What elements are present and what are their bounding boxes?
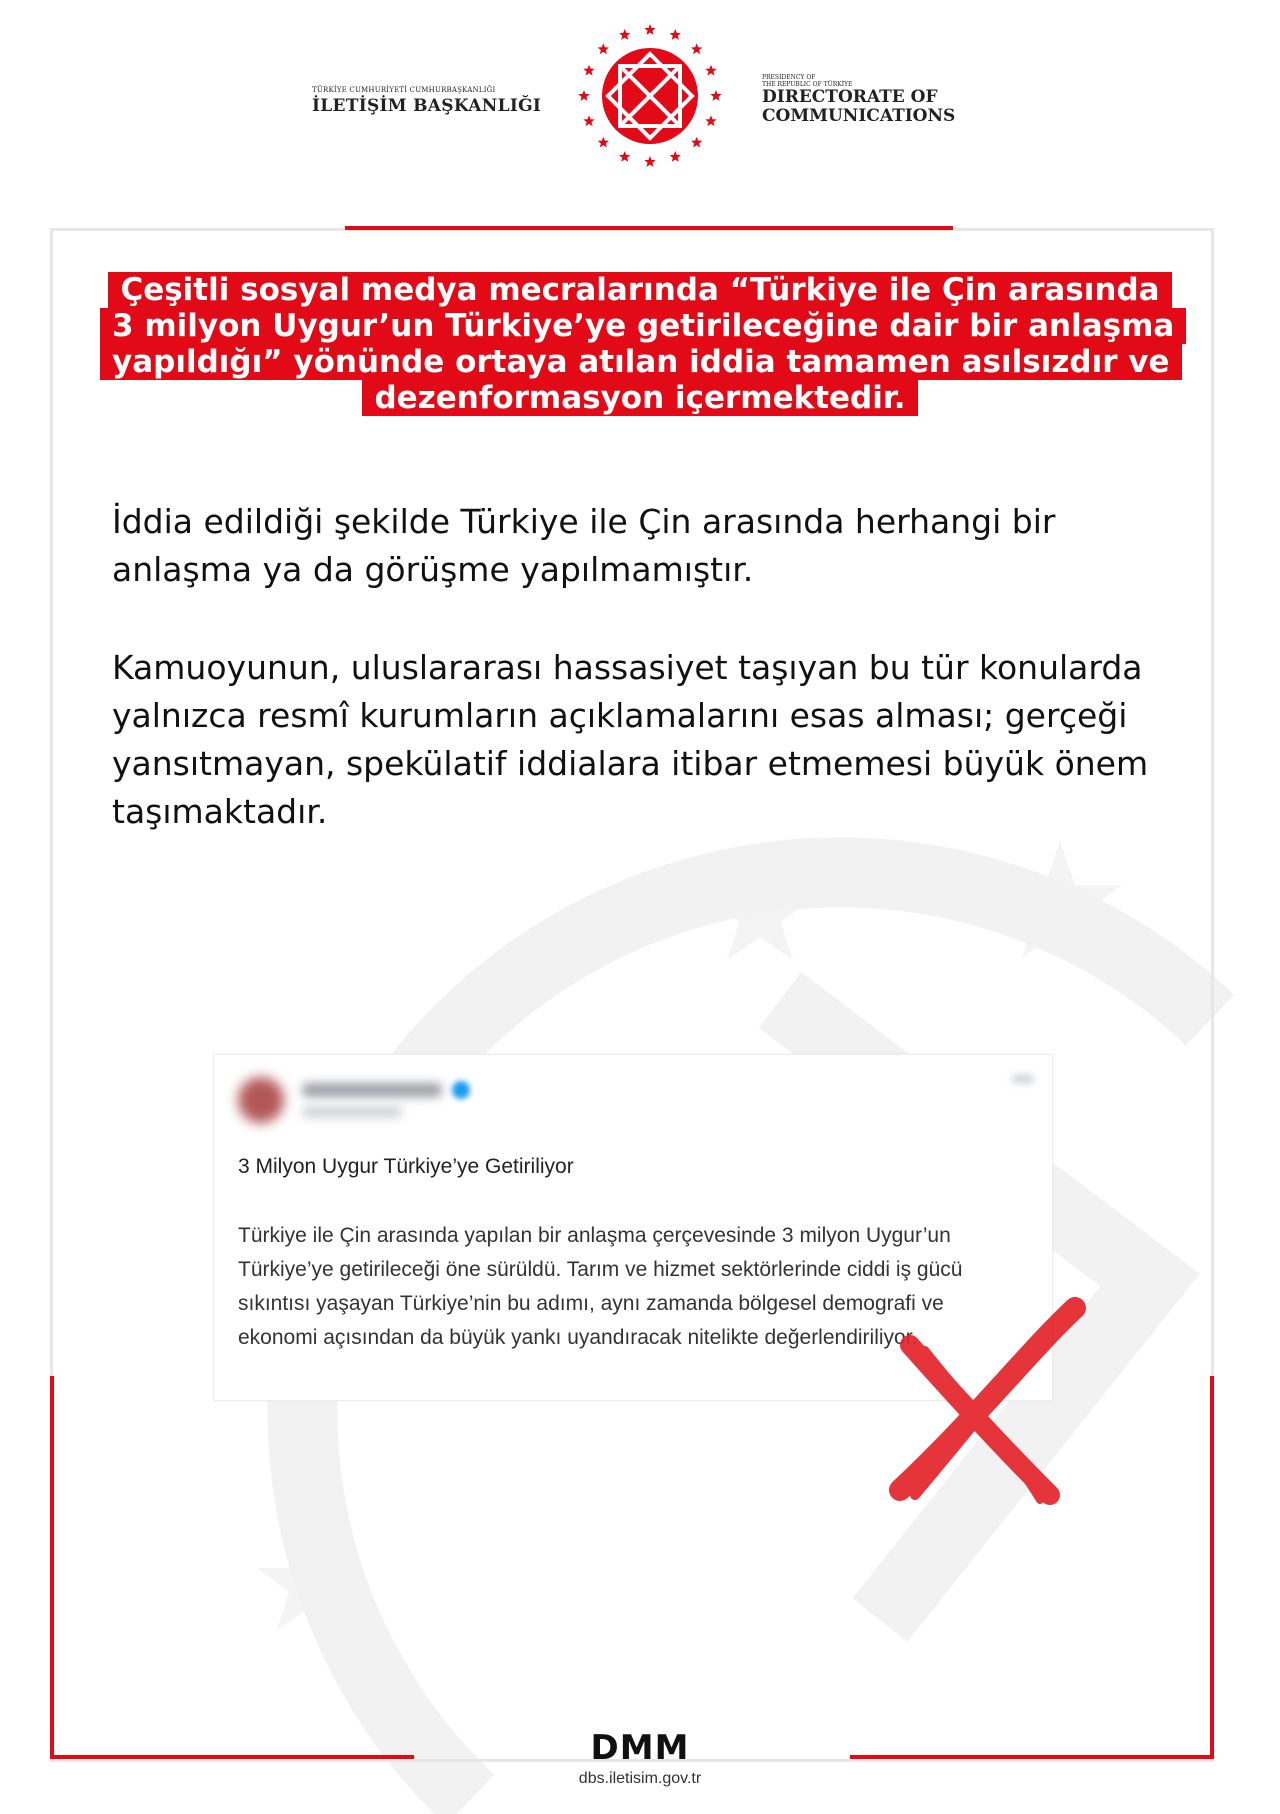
seal-star-icon: [644, 24, 655, 35]
header-right-logo-text: [762, 74, 955, 126]
header-right-small-2: THE REPUBLIC OF TÜRKİYE: [762, 81, 853, 88]
red-x-cross-icon: [880, 1290, 1090, 1510]
header-left-big: İLETİŞİM BAŞKANLIĞI: [312, 96, 542, 116]
seal-star-icon: [691, 43, 702, 54]
seal-star-icon: [670, 29, 681, 40]
headline-text: Çeşitli sosyal medya mecralarında “Türkiye ile Çin arasında 3 milyon Uygur’un Türkiye’ye getirileceğine dair bir anlaşma yapıldığı” yönünde ortaya atılan iddia tamamen asılsızdır ve dezenformasyon içermektedir.: [100, 272, 1186, 416]
more-options-icon: [1012, 1075, 1034, 1083]
frame-bottom-left-accent-horizontal: [50, 1755, 414, 1759]
seal-star-icon: [705, 65, 716, 76]
headline: [100, 272, 1180, 416]
seal-star-icon: [705, 115, 716, 126]
frame-top-accent: [345, 226, 953, 230]
body-paragraph-2: Kamuoyunun, uluslararası hassasiyet taşıyan bu tür konularda yalnızca resmî kurumların açıklamalarını esas alması; gerçeği yansıtmayan, spekülatif iddialara itibar etmemesi büyük önem taşımaktadır.: [112, 648, 1149, 831]
seal-star-icon: [644, 156, 655, 167]
frame-bottom-right-accent-horizontal: [850, 1755, 1214, 1759]
verified-badge-icon: [452, 1081, 470, 1099]
tweet-body: Türkiye ile Çin arasında yapılan bir anlaşma çerçevesinde 3 milyon Uygur’un Türkiye’ye getirileceği öne sürüldü. Tarım ve hizmet sektörlerinde ciddi iş gücü sıkıntısı yaşayan Türkiye’nin bu adımı, aynı zamanda bölgesel demografi ve ekonomi açısından da büyük yankı uyandıracak nitelikte değerlendiriliyor.: [238, 1224, 963, 1349]
footer-url-link[interactable]: dbs.iletisim.gov.tr: [578, 1770, 702, 1787]
tweet-author-handle-blurred: [302, 1107, 402, 1117]
frame-bottom-left-accent-vertical: [50, 1376, 54, 1758]
tweet-author-name-blurred: [302, 1083, 442, 1097]
header-right-small-1: PRESIDENCY OF: [762, 74, 816, 81]
seal-star-icon: [619, 29, 630, 40]
header-left-small: TÜRKİYE CUMHURİYETİ CUMHURBAŞKANLIĞI: [312, 86, 496, 94]
seal-star-icon: [598, 43, 609, 54]
seal-star-icon: [578, 90, 589, 101]
header: [0, 0, 1280, 200]
tweet-title: 3 Milyon Uygur Türkiye’ye Getiriliyor: [238, 1155, 574, 1178]
seal-star-icon: [598, 137, 609, 148]
body-paragraph-1: İddia edildiği şekilde Türkiye ile Çin arasında herhangi bir anlaşma ya da görüşme yapılmamıştır.: [112, 502, 1056, 589]
seal-star-icon: [670, 151, 681, 162]
seal-star-icon: [583, 65, 594, 76]
header-right-big-2: COMMUNICATIONS: [762, 106, 956, 126]
header-right-big-1: DIRECTORATE OF: [762, 87, 938, 107]
seal-star-icon: [583, 115, 594, 126]
seal-star-icon: [619, 151, 630, 162]
seal-star-icon: [710, 90, 721, 101]
header-left-logo-text: [312, 86, 541, 116]
frame-bottom-right-accent-vertical: [1210, 1376, 1214, 1758]
footer-logo: DMM: [590, 1728, 690, 1768]
presidential-seal-icon: [574, 20, 726, 172]
seal-star-icon: [691, 137, 702, 148]
content-frame: [50, 228, 1214, 1762]
avatar: [238, 1077, 284, 1123]
